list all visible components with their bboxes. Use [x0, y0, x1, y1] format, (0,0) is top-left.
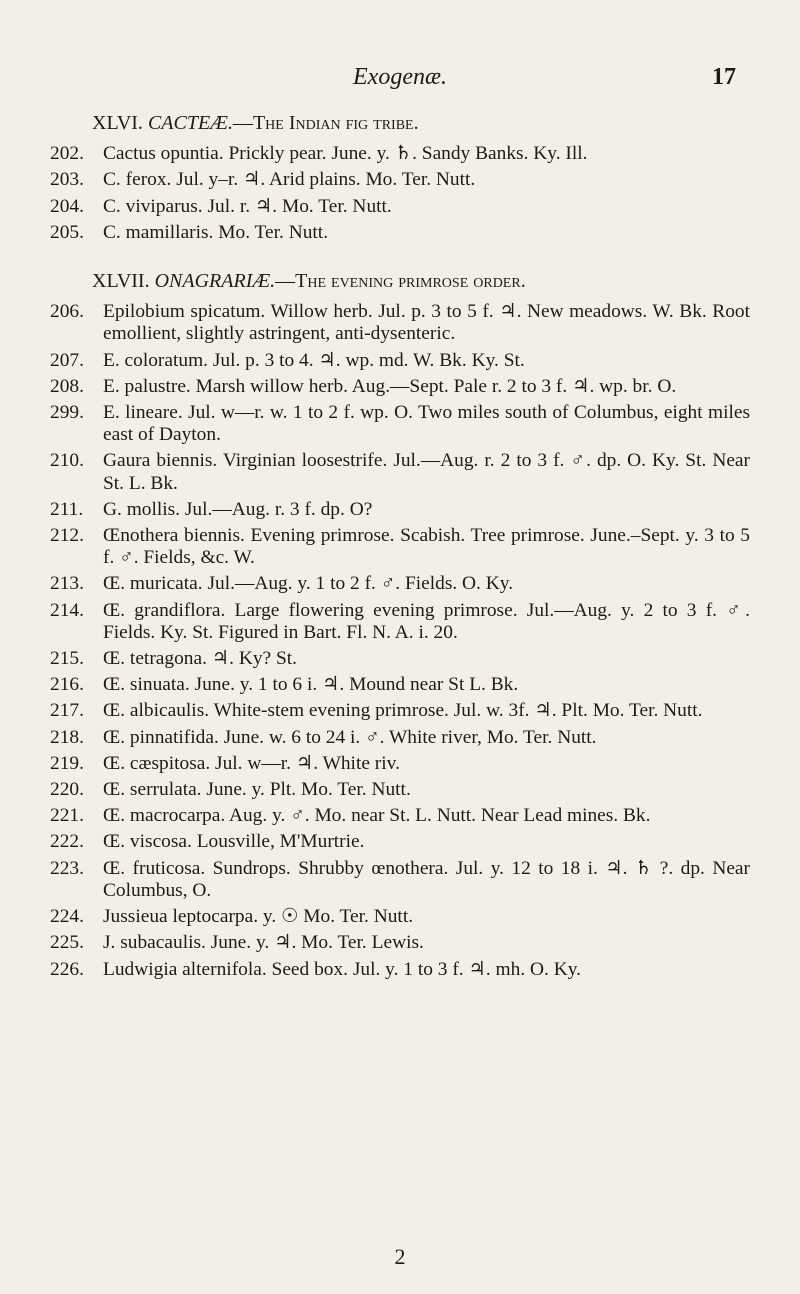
entry-text: Œ. tetragona. ♃. Ky? St.	[103, 648, 298, 670]
entry-text: E. lineare. Jul. w—r. w. 1 to 2 f. wp. O. Two miles south of Columbus, eight miles east of Dayton.	[103, 402, 750, 446]
section-order-name: ONAGRARIÆ.	[154, 270, 276, 293]
species-entry	[50, 301, 750, 345]
entry-number: 220.	[50, 779, 84, 801]
entry-text: Ludwigia alternifola. Seed box. Jul. y. 1 to 3 f. ♃. mh. O. Ky.	[103, 958, 582, 980]
entry-text: Œ. fruticosa. Sundrops. Shrubby œnothera. Jul. y. 12 to 18 i. ♃. ♄ ?. dp. Near Columbus, O.	[103, 857, 750, 901]
entry-text: Œ. viscosa. Lousville, M'Murtrie.	[103, 831, 365, 853]
entry-number: 203.	[50, 169, 84, 191]
section-order-name: CACTEÆ.	[147, 112, 233, 134]
entry-number: 223.	[50, 857, 84, 879]
entry-number: 214.	[50, 599, 84, 621]
species-entry	[50, 499, 750, 521]
page-number: 17	[712, 64, 736, 90]
species-entry	[50, 700, 750, 722]
species-entry	[50, 143, 750, 165]
species-entry	[50, 350, 750, 372]
entry-number: 207.	[50, 349, 84, 371]
species-entry	[50, 402, 750, 446]
entry-text: E. coloratum. Jul. p. 3 to 4. ♃. wp. md. W. Bk. Ky. St.	[103, 349, 525, 371]
species-entry	[50, 805, 750, 827]
entry-number: 226.	[50, 958, 84, 980]
entry-number: 211.	[50, 498, 84, 520]
entry-text: C. mamillaris. Mo. Ter. Nutt.	[103, 221, 329, 243]
entry-text: J. subacaulis. June. y. ♃. Mo. Ter. Lewis.	[103, 932, 424, 954]
entry-text: G. mollis. Jul.—Aug. r. 3 f. dp. O?	[103, 498, 373, 520]
species-entry	[50, 376, 750, 398]
species-entry	[50, 858, 750, 902]
entry-number: 212.	[50, 525, 84, 547]
entry-text: Œ. sinuata. June. y. 1 to 6 i. ♃. Mound near St L. Bk.	[103, 674, 519, 696]
entry-text: Œ. cæspitosa. Jul. w—r. ♃. White riv.	[103, 752, 400, 774]
species-entry	[50, 648, 750, 670]
entry-number: 205.	[50, 221, 84, 243]
entry-text: Œ. macrocarpa. Aug. y. ♂. Mo. near St. L. Nutt. Near Lead mines. Bk.	[103, 805, 651, 827]
entry-number: 204.	[50, 195, 84, 217]
section-heading	[50, 270, 750, 292]
entry-number: 217.	[50, 700, 84, 722]
running-head	[0, 64, 800, 94]
entry-number: 225.	[50, 932, 84, 954]
species-entry	[50, 573, 750, 595]
species-entry	[50, 906, 750, 928]
section-description: —The evening primrose order.	[275, 270, 526, 293]
entry-text: Œ. albicaulis. White-stem evening primrose. Jul. w. 3f. ♃. Plt. Mo. Ter. Nutt.	[103, 700, 703, 722]
entry-text: Œ. grandiflora. Large flowering evening primrose. Jul.—Aug. y. 2 to 3 f. ♂. Fields. Ky. St. Figured in Bart. Fl. N. A. i. 20.	[103, 599, 750, 643]
species-entry	[50, 959, 750, 981]
species-entry	[50, 831, 750, 853]
entry-number: 202.	[50, 143, 84, 165]
entry-number: 299.	[50, 402, 84, 424]
species-entry	[50, 674, 750, 696]
entry-text: Œ. pinnatifida. June. w. 6 to 24 i. ♂. White river, Mo. Ter. Nutt.	[103, 726, 597, 748]
entry-number: 213.	[50, 573, 84, 595]
entry-number: 224.	[50, 906, 84, 928]
species-entry	[50, 169, 750, 191]
entry-number: 206.	[50, 301, 84, 323]
species-entry	[50, 779, 750, 801]
entry-text: Œnothera biennis. Evening primrose. Scabish. Tree primrose. June.–Sept. y. 3 to 5 f. ♂. Fields, &c. W.	[103, 525, 750, 569]
entry-number: 208.	[50, 375, 84, 397]
entry-number: 216.	[50, 674, 84, 696]
signature-mark: 2	[394, 1244, 406, 1269]
entry-text: C. ferox. Jul. y–r. ♃. Arid plains. Mo. Ter. Nutt.	[103, 169, 476, 191]
section-heading	[50, 112, 750, 134]
entry-text: Œ. serrulata. June. y. Plt. Mo. Ter. Nutt.	[103, 779, 411, 801]
entry-text: Epilobium spicatum. Willow herb. Jul. p. 3 to 5 f. ♃. New meadows. W. Bk. Root emollient, slightly astringent, anti-dysenteric.	[103, 301, 750, 345]
species-entry	[50, 727, 750, 749]
entry-number: 222.	[50, 831, 84, 853]
section-roman-numeral: XLVII.	[92, 270, 150, 293]
entry-text: Cactus opuntia. Prickly pear. June. y. ♄. Sandy Banks. Ky. Ill.	[103, 143, 588, 165]
species-entry	[50, 222, 750, 244]
species-entry	[50, 932, 750, 954]
species-entry	[50, 196, 750, 218]
entry-number: 221.	[50, 805, 84, 827]
entry-number: 219.	[50, 752, 84, 774]
species-entry	[50, 450, 750, 494]
entry-number: 215.	[50, 648, 84, 670]
entry-text: C. viviparus. Jul. r. ♃. Mo. Ter. Nutt.	[103, 195, 392, 217]
entry-text: Gaura biennis. Virginian loosestrife. Jul.—Aug. r. 2 to 3 f. ♂. dp. O. Ky. St. Near St. L. Bk.	[103, 450, 750, 494]
entry-text: E. palustre. Marsh willow herb. Aug.—Sept. Pale r. 2 to 3 f. ♃. wp. br. O.	[103, 375, 677, 397]
entry-number: 210.	[50, 450, 84, 472]
entry-number: 218.	[50, 726, 84, 748]
section-description: —The Indian fig tribe.	[232, 112, 419, 134]
running-title: Exogenæ.	[353, 64, 447, 90]
species-entry	[50, 525, 750, 569]
section-roman-numeral: XLVI.	[92, 112, 143, 134]
page-body	[50, 108, 750, 985]
species-entry	[50, 600, 750, 644]
species-entry	[50, 753, 750, 775]
entry-text: Œ. muricata. Jul.—Aug. y. 1 to 2 f. ♂. Fields. O. Ky.	[103, 573, 514, 595]
entry-text: Jussieua leptocarpa. y. ☉ Mo. Ter. Nutt.	[103, 906, 414, 928]
